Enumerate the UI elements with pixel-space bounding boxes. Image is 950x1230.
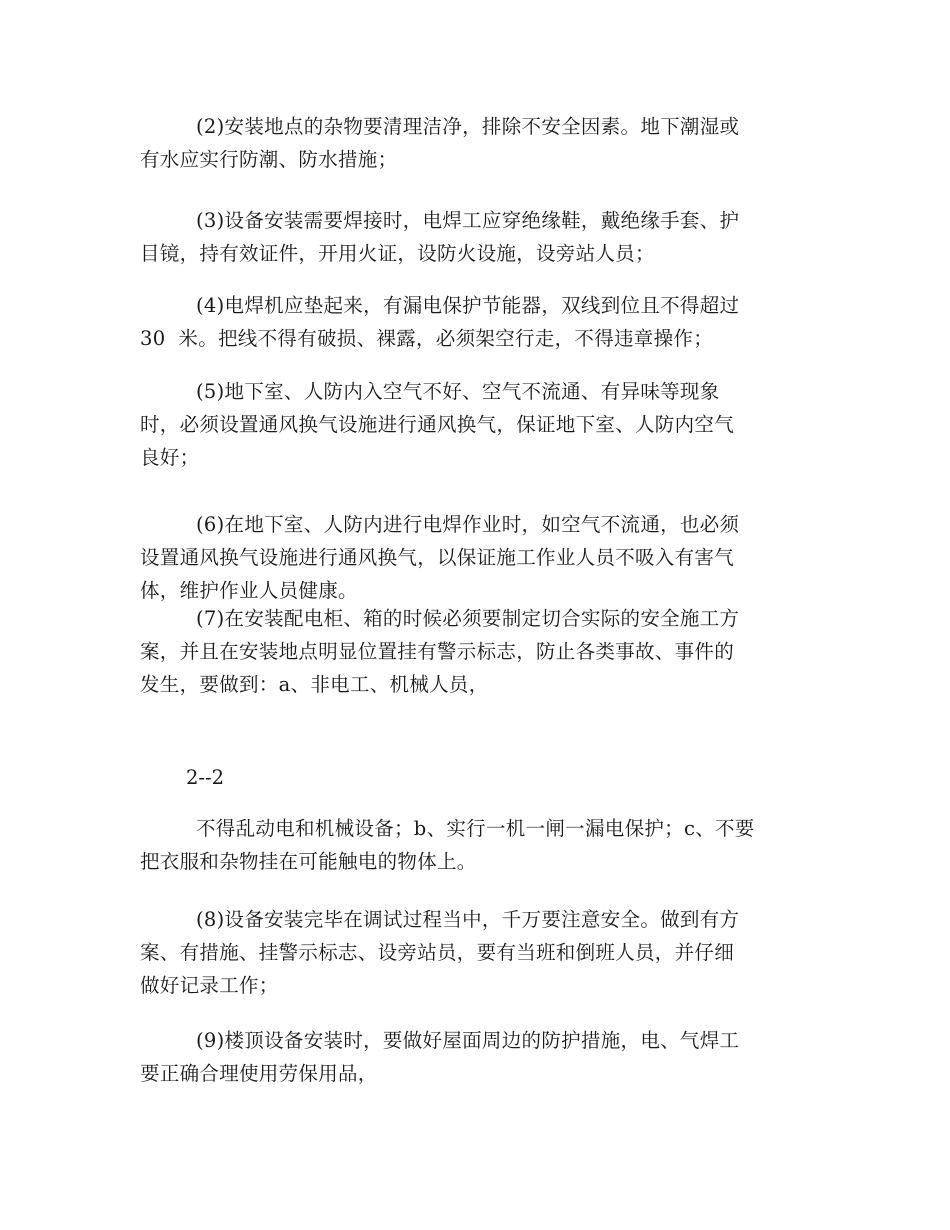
text-line: 设置通风换气设施进行通风换气，以保证施工作业人员不吸入有害气 xyxy=(140,546,735,569)
text-line: 做好记录工作； xyxy=(140,974,279,997)
text-line: 发生，要做到：a、非电工、机械人员， xyxy=(140,673,489,696)
text-line: 不得乱动电和机械设备；b、实行一机一闸一漏电保护；c、不要 xyxy=(196,817,755,840)
text-line: (7)在安装配电柜、箱的时候必须要制定切合实际的安全施工方 xyxy=(196,607,740,630)
text-line: (3)设备安装需要焊接时，电焊工应穿绝缘鞋，戴绝缘手套、护 xyxy=(196,209,740,232)
text-line: 体，维护作业人员健康。 xyxy=(140,579,358,602)
paragraph-continuation xyxy=(140,812,810,878)
page-number: 2--2 xyxy=(186,766,224,789)
text-line: (4)电焊机应垫起来，有漏电保护节能器，双线到位且不得超过 xyxy=(196,294,740,317)
text-line: 案、有措施、挂警示标志、设旁站员，要有当班和倒班人员，并仔细 xyxy=(140,941,735,964)
paragraph-item-3 xyxy=(140,204,810,270)
text-line: (2)安装地点的杂物要清理洁净，排除不安全因素。地下潮湿或 xyxy=(196,115,740,138)
text-line: 30 米。把线不得有破损、裸露，必须架空行走，不得违章操作； xyxy=(140,327,714,350)
text-line: 目镜，持有效证件，开用火证，设防火设施，设旁站人员； xyxy=(140,242,655,265)
paragraph-item-2 xyxy=(140,110,810,176)
paragraph-item-5 xyxy=(140,375,810,474)
paragraph-item-8 xyxy=(140,903,810,1002)
text-line: (8)设备安装完毕在调试过程当中，千万要注意安全。做到有方 xyxy=(196,908,740,931)
text-line: 良好； xyxy=(140,446,200,469)
text-line: 把衣服和杂物挂在可能触电的物体上。 xyxy=(140,850,477,873)
paragraph-item-6 xyxy=(140,508,810,607)
text-line: (5)地下室、人防内入空气不好、空气不流通、有异味等现象 xyxy=(196,380,720,403)
text-line: 时，必须设置通风换气设施进行通风换气，保证地下室、人防内空气 xyxy=(140,413,735,436)
text-line: 要正确合理使用劳保用品， xyxy=(140,1062,378,1085)
text-line: 有水应实行防潮、防水措施； xyxy=(140,148,398,171)
paragraph-item-9 xyxy=(140,1024,810,1090)
text-line: (6)在地下室、人防内进行电焊作业时，如空气不流通，也必须 xyxy=(196,513,740,536)
paragraph-item-4 xyxy=(140,289,810,355)
text-line: (9)楼顶设备安装时，要做好屋面周边的防护措施，电、气焊工 xyxy=(196,1029,740,1052)
text-line: 案，并且在安装地点明显位置挂有警示标志，防止各类事故、事件的 xyxy=(140,640,735,663)
paragraph-item-7 xyxy=(140,602,810,701)
